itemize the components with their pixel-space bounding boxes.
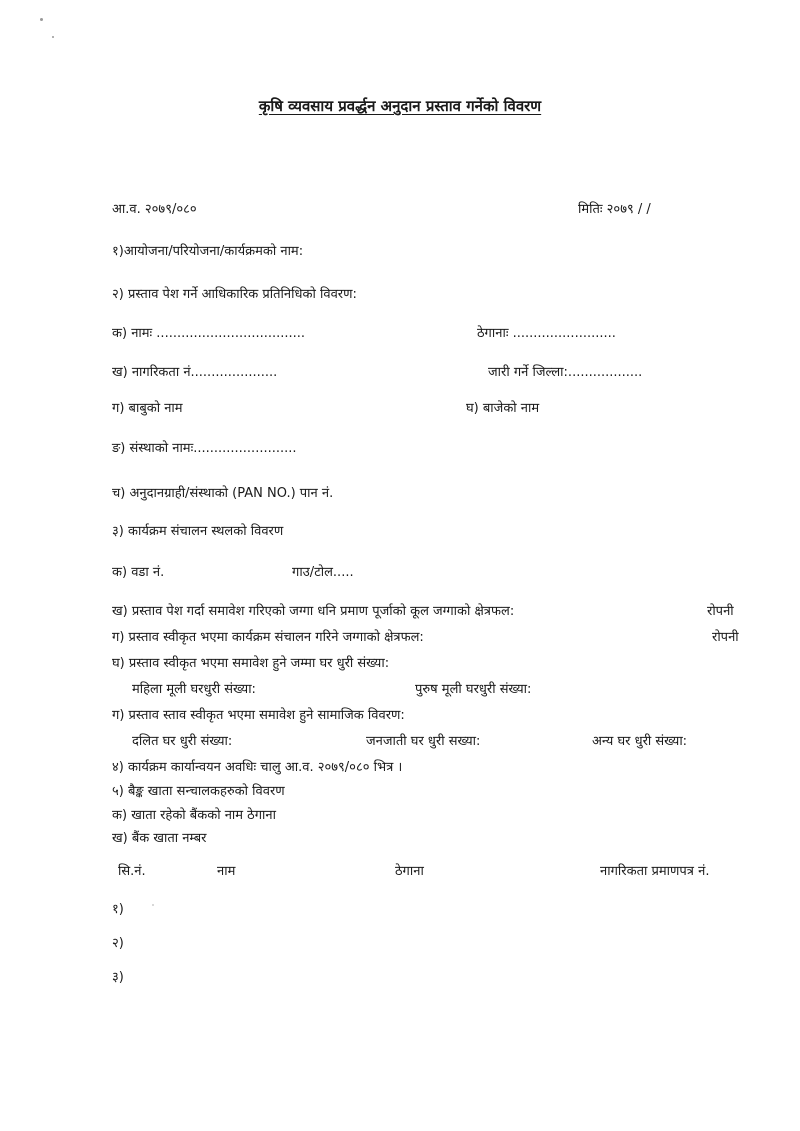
issuing-district-field: जारी गर्ने जिल्ला:.................. — [488, 365, 643, 380]
female-headed-households: महिला मूली घरधुरी संख्या: — [132, 682, 256, 697]
male-headed-households: पुरुष मूली घरधुरी संख्या: — [415, 682, 532, 697]
section-3-site: ३) कार्यक्रम संचालन स्थलको विवरण — [112, 524, 284, 539]
fiscal-year: आ.व. २०७९/०८० — [112, 202, 197, 217]
scan-speck — [40, 18, 43, 21]
table-header-citizenship: नागरिकता प्रमाणपत्र नं. — [600, 864, 710, 879]
total-households-field: घ) प्रस्ताव स्वीकृत भएमा समावेश हुने जम्मा घर धुरी संख्या: — [112, 656, 390, 671]
table-row: १) — [112, 902, 124, 917]
citizenship-field: ख) नागरिकता नं..................... — [112, 365, 278, 380]
bank-account-number-field: ख) बैंक खाता नम्बर — [112, 831, 207, 846]
section-2-representative: २) प्रस्ताव पेश गर्ने आधिकारिक प्रतिनिधिको विवरण: — [112, 287, 357, 302]
table-header-name: नाम — [217, 864, 236, 879]
table-header-serial: सि.नं. — [118, 864, 146, 879]
pan-number-field: च) अनुदानग्राही/संस्थाको (PAN NO.) पान नं. — [112, 486, 334, 501]
scan-speck — [52, 36, 54, 38]
program-land-area-field: ग) प्रस्ताव स्वीकृत भएमा कार्यक्रम संचालन गरिने जग्गाको क्षेत्रफल: — [112, 630, 424, 645]
program-land-unit: रोपनी — [712, 630, 739, 645]
name-field: क) नामः .................................... — [112, 326, 306, 341]
section-5-bank-operators: ५) बैङ्क खाता सन्चालकहरुको विवरण — [112, 784, 285, 799]
dalit-households: दलित घर धुरी संख्या: — [132, 734, 233, 749]
section-1-project-name: १)आयोजना/परियोजना/कार्यक्रमको नाम: — [112, 244, 304, 259]
scan-speck — [152, 904, 154, 906]
date-field: मितिः २०७९ / / — [578, 202, 651, 217]
table-row: ३) — [112, 970, 124, 985]
table-row: २) — [112, 936, 124, 951]
total-land-unit: रोपनी — [707, 604, 734, 619]
grandfather-name-field: घ) बाजेको नाम — [466, 401, 540, 416]
social-details-field: ग) प्रस्ताव स्ताव स्वीकृत भएमा समावेश हुने सामाजिक विवरण: — [112, 708, 405, 723]
section-4-duration: ४) कार्यक्रम कार्यान्वयन अवधिः चालु आ.व. २०७९/०८० भित्र । — [112, 760, 403, 775]
address-field: ठेगानाः ......................... — [477, 326, 616, 341]
other-households: अन्य घर धुरी संख्या: — [592, 734, 688, 749]
page-title: कृषि व्यवसाय प्रवर्द्धन अनुदान प्रस्ताव गर्नेको विवरण — [258, 97, 542, 115]
ward-number-field: क) वडा नं. — [112, 565, 165, 580]
table-header-address: ठेगाना — [395, 864, 424, 879]
village-field: गाउ/टोल..... — [292, 565, 354, 580]
janajati-households: जनजाती घर धुरी सख्या: — [366, 734, 481, 749]
bank-name-address-field: क) खाता रहेको बैंकको नाम ठेगाना — [112, 808, 277, 823]
total-land-area-field: ख) प्रस्ताव पेश गर्दा समावेश गरिएको जग्गा धनि प्रमाण पूर्जाको कूल जग्गाको क्षेत्रफल: — [112, 604, 515, 619]
organization-name-field: ङ) संस्थाको नामः......................... — [112, 441, 297, 456]
father-name-field: ग) बाबुको नाम — [112, 401, 183, 416]
